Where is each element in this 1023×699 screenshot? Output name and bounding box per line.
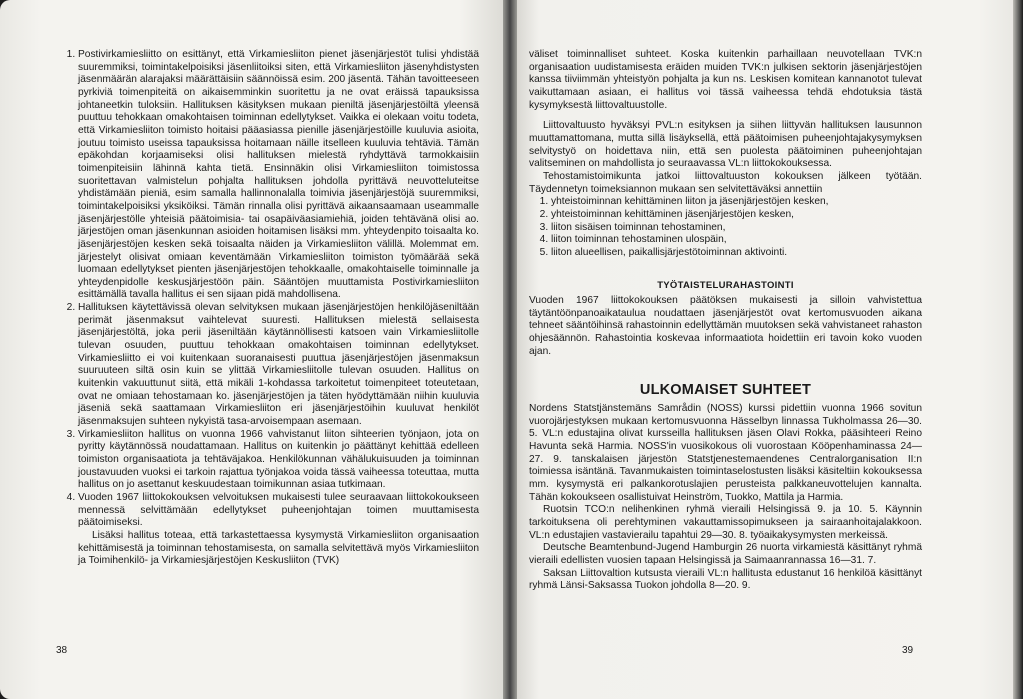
paragraph: Saksan Liittovaltion kutsusta vieraili VL:n hallitusta edustanut 16 henkilöä käsittänyt ryhmä Länsi-Saksassa Tuokon johdolla 8—20. 9. — [529, 567, 922, 592]
paragraph: 1. Postivirkamiesliitto on esittänyt, että Virkamiesliiton pienet jäsenjärjestöt tulisi yhdistää suuremmiksi, toimintakelpoisiksi jäsenliitoiksi siten, että Virkamiesliiton jäsenyhdistysten jäsenmäärän alarajaksi määrättäisiin säännöissä esim. 200 jäsentä. Tähän tavoitteeseen pyrkiviä toimenpiteitä on aikaisemminkin suoritettu ja ne ovat eräissä tapauksissa johtaneetkin tuloksiin. Hallituksen käsityksen mukaan pieniltä jäsenjärjestöiltä yleensä puuttuu tehokkaan omakohtaisen toiminnan edellytykset. Vaikka ei olekaan voitu todeta, että Virkamiesliiton toimisto hoitaisi pääasiassa pienille jäsenjärjestöille kuuluvia asioita, joutuu toimisto useissa tapauksissa hoitamaan näille itselleen kuuluvia tehtäviä. Tämän epäkohdan korjaamiseksi olisi hallituksen mielestä ryhdyttävä tarmokkaisiin toimenpiteisiin lähinnä kahta tietä. Ensinnäkin olisi Virkamiesliiton toimistossa suoritettavan valmistelun pohjalta hallituksen johdolla pyrittävä neuvotteluteitse yhdistämään pieniä, esim samalla hallinnonalalla toimivia jäsenjärjestöjä suuremmiksi, toimintakelpoisiksi yksiköiksi. Tämän rinnalla olisi pyrittävä aikaansaamaan useammalle jäsenjärjestölle yhteisiä päätoimisia- tai osapäiväasiamiehiä, joiden tehtävänä olisi ao. järjestöjen oman jäsenkunnan asioiden hoitamisen lisäksi mm. yhteydenpito toisaalta ko. jäsenjärjestöjen kesken sekä toisaalta näiden ja Virkamiesliiton välillä. Molemmat em. järjestelyt olisivat omiaan keventämään Virkamiesliiton toimiston työmäärää sekä luomaan edellytykset pienten jäsenjärjestöjen tehokkaalle, omakohtaiselle toiminnalle ja yhteydenpidolle keskusjärjestöön päin. Sääntöjen muuttamista Postivirkamiesliiton esittämällä tavalla hallitus ei sen sijaan pidä mahdollisena. — [78, 49, 479, 301]
list-item: 1. yhteistoiminnan kehittäminen liiton ja jäsenjärjestöjen kesken, — [551, 196, 922, 209]
page-number-left: 38 — [56, 645, 68, 656]
paragraph: 4. Vuoden 1967 liittokokouksen velvoituksen mukaisesti tulee seuraavaan liittokokoukseen mennessä selvittämään edellytykset puheenjohtajan toimen muuttamisesta päätoimiseksi. — [78, 491, 479, 529]
paragraph: 3. Virkamiesliiton hallitus on vuonna 1966 vahvistanut liiton sihteerien työnjaon, jota on pyritty käytännössä noudattamaan. Hallitus on kuitenkin jo päättänyt kehittää edelleen toimiston organisaatiota ja tehtäväjakoa. Henkilökunnan vähälukuisuuden ja toiminnan joustavuuden vuoksi ei tarkoin rajattua työnjakoa voida tässä vaiheessa toteuttaa, mutta hallitus on jo asettanut keskuudestaan toimikunnan asiaa tutkimaan. — [78, 428, 479, 491]
list-item — [78, 302, 479, 429]
section-heading: ULKOMAISET SUHTEET — [639, 382, 812, 399]
paragraph: 2. Hallituksen käytettävissä olevan selvityksen mukaan jäsenjärjestöjen henkilöjäseniltään perimät jäsenmaksut vaihtelevat suuresti. Hallituksen mielestä sellaisesta jäsenjärjestöltä, joka perii jäseniltään käytännöllisesti katsoen vain Virkamiesliitolle tulevan osuuden, puuttuu tehokkaan omakohtaisen toiminnan edellytykset. Virkamiesliitto ei voi kuitenkaan suoranaisesti puuttua jäsenjärjestöjen jäsenmaksun suuruuteen siltä osin kuin se ylittää Virkamiesliitolle tulevan osuuden. Hallitus on kuitenkin vakuuttunut siitä, että mikäli 1-kohdassa tarkoitetut toimenpiteet toteutetaan, ovat ne omiaan tehostamaan ko. jäsenjärjestöjen ja täten hyödyttämään niihin kuuluvia jäseniä sekä saattamaan Virkamiesliiton eri jäsenjärjestöihin kuuluvat henkilöt jäsenmaksujen suhteen nykyistä tasa-arvoisempaan asemaan. — [78, 302, 479, 428]
list-item — [78, 49, 479, 302]
page-edge — [1013, 0, 1023, 699]
list-item: 3. liiton sisäisen toiminnan tehostaminen, — [551, 222, 922, 235]
paragraph: Tehostamistoimikunta jatkoi liittovaltuuston kokouksen jälkeen työtään. Täydennetyn toimeksiannon mukaan sen selvitettäväksi annettiin — [529, 170, 922, 195]
paragraph: Liittovaltuusto hyväksyi PVL:n esityksen ja siihen liittyvän hallituksen lausunnon muuttamattomana, mutta sillä lisäyksellä, että päätoimisen puheenjohtajakysymyksen selvitystyö on hoidettava niin, että sen puolesta päätoiminen puheenjohtajan valitseminen on mahdollista jo seuraavassa VL:n liittokokouksessa. — [529, 120, 922, 170]
paragraph: Nordens Statstjänstemäns Samrådin (NOSS) kurssi pidettiin vuonna 1966 sovitun vuorojärjestyksen mukaan kertomusvuonna Hässelbyn linnassa Tukholmassa 26—30. 5. VL:n edustajina olivat kursseilla hallituksen jäsen Olavi Rokka, pääsihteeri Reino Havunta sekä Harmia. NOSS'in vuosikokous oli vuorostaan Kööpenhaminassa 24—27. 9. tanskalaisen järjestön Statstjenestemaendenes Centralorganisation II:n toimiessa isäntänä. Tavanmukaisten toimintaselostusten lisäksi käsiteltiin kokouksessa mm. kysymystä eri palkankorotuslajien perusteista palkkaneuvottelujen kannalta. Tähän kokoukseen osallistuivat Heinström, Tuokko, Mattila ja Harmia. — [529, 403, 922, 503]
section-heading: TYÖTAISTELURAHASTOINTI — [657, 279, 794, 291]
left-text-column — [62, 49, 479, 568]
book-gutter — [503, 0, 517, 699]
list-item: 2. yhteistoiminnan kehittäminen jäsenjärjestöjen kesken, — [551, 209, 922, 222]
right-text-column — [529, 49, 922, 593]
list-item — [78, 492, 479, 568]
paragraph: väliset toiminnalliset suhteet. Koska kuitenkin parhaillaan neuvotellaan TVK:n organisaation uudistamisesta eräiden muiden TVK:n julkisen sektorin jäsenjärjestöjen kanssa tiiviimmän yhteistyön pohjalta ja kun ns. Leskisen komitean kannanotot tulevat vaikuttamaan asiaan, ei hallitus voi tässä vaiheessa tehdä ehdotuksia tästä kysymyksestä liittovaltuustolle. — [529, 49, 922, 111]
paragraph: Vuoden 1967 liittokokouksen päätöksen mukaisesti ja silloin vahvistettua täytäntöönpanoaikataulua noudattaen jäsenjärjestöt ovat kertomusvuoden aikana tehneet sääntöihinsä rahastoinnin edellyttämän muutoksen sekä vahvistaneet rahaston ohjesäännön. Rahastointia koskevaa informaatiota hoidettiin eri tavoin koko vuoden ajan. — [529, 295, 922, 357]
numbered-list — [62, 49, 479, 568]
list-item — [78, 429, 479, 492]
paragraph: Deutsche Beamtenbund-Jugend Hamburgin 26 nuorta virkamiestä käsittänyt ryhmä vieraili edellisten vuosien tapaan Helsingissä ja Saimaanrannassa 16—31. 7. — [529, 542, 922, 566]
list-item: 4. liiton toiminnan tehostaminen ulospäin, — [551, 234, 922, 247]
paragraph: Lisäksi hallitus toteaa, että tarkastettaessa kysymystä Virkamiesliiton organisaation kehittämisestä ja toiminnan tehostamisesta, on samalla selvitettävä myös Virkamiesliiton ja Toimihenkilö- ja Virkamiesjärjestöjen Keskusliiton (TVK) — [78, 529, 479, 567]
list-item: 5. liiton alueellisen, paikallisjärjestötoiminnan aktivointi. — [551, 247, 922, 260]
task-list — [529, 196, 922, 259]
page-number-right: 39 — [902, 645, 914, 656]
paragraph: Ruotsin TCO:n nelihenkinen ryhmä vieraili Helsingissä 9. ja 10. 5. Käynnin tarkoituksena oli perehtyminen vakauttamissopimukseen ja sairaanhoitajalakkoon. VL:n edustajien vastavierailu tapahtui 29—30. 8. työaikakysymysten merkeissä. — [529, 504, 922, 541]
